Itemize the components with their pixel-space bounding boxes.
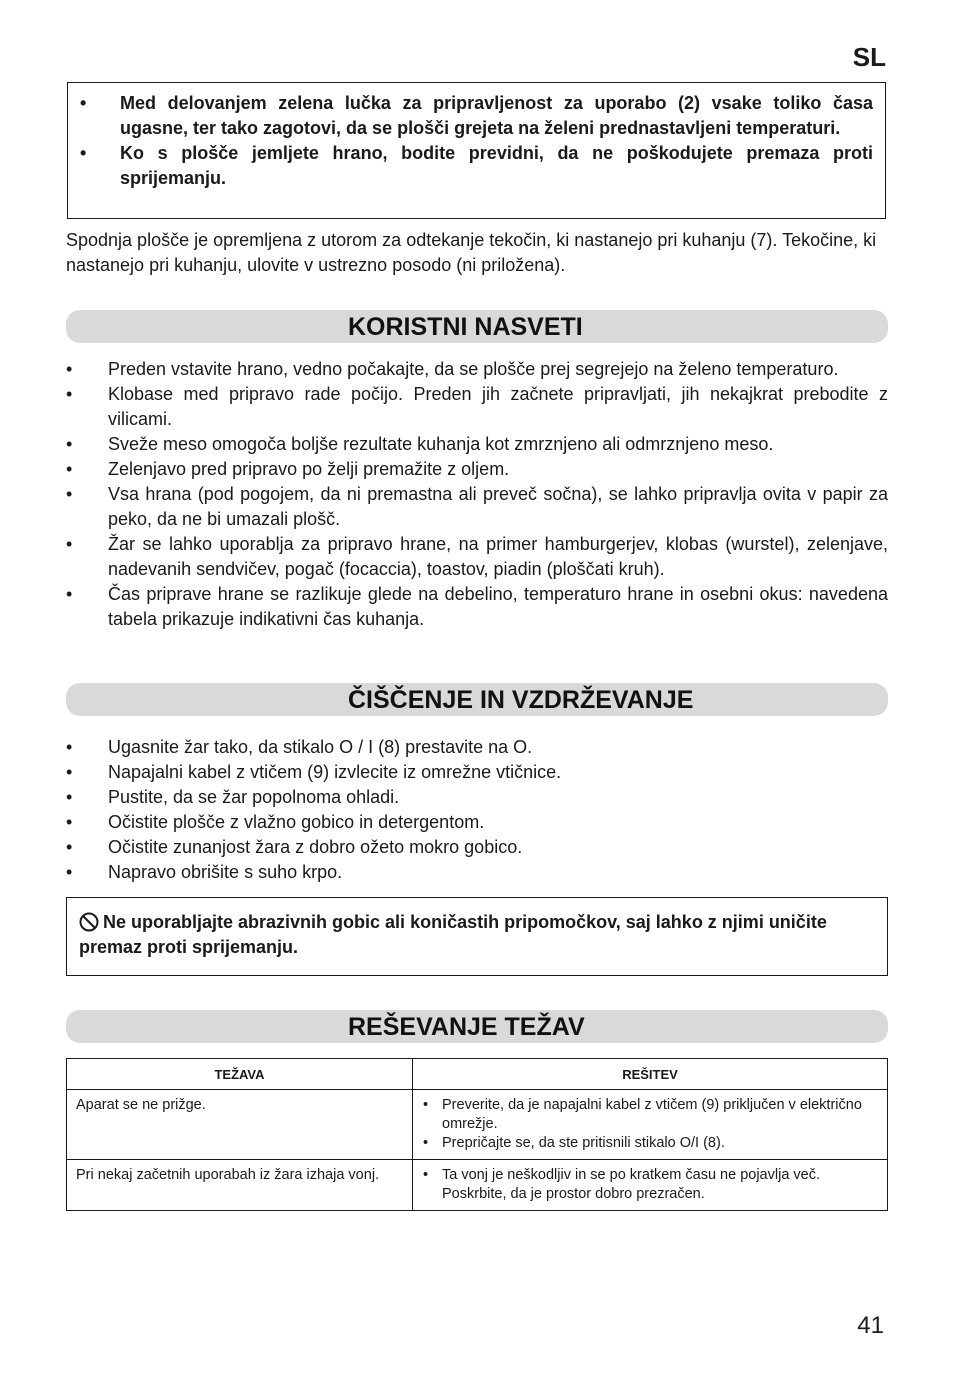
list-item-text: Ugasnite žar tako, da stikalo O / I (8) prestavite na O. <box>108 737 533 757</box>
list-item: • Preden vstavite hrano, vedno počakajte, da se plošče prej segrejejo na želeno temperaturo. <box>66 359 839 379</box>
list-item-text: Napajalni kabel z vtičem (9) izvlecite iz omrežne vtičnice. <box>108 762 562 782</box>
list-item-text: Vsa hrana (pod pogojem, da ni premastna ali preveč sočna), se lahko pripravlja ovita v papir za peko, da ne bi umazali plošč. <box>108 484 888 529</box>
list-item: • Zelenjavo pred pripravo po želji premažite z oljem. <box>66 459 510 479</box>
list-item: • Žar se lahko uporablja za pripravo hrane, na primer hamburgerjev, klobas (wurstel), zelenjave, nadevanih sendvičev, pogač (focaccia), toastov, piadin (ploščati kruh). <box>66 534 888 579</box>
list-item-text: Žar se lahko uporablja za pripravo hrane, na primer hamburgerjev, klobas (wurstel), zelenjave, nadevanih sendvičev, pogač (focaccia), toastov, piadin (ploščati kruh). <box>108 534 888 579</box>
solution-item: • Ta vonj je neškodljiv in se po kratkem času ne pojavlja več. Poskrbite, da je prostor dobro prezračen. <box>423 1167 820 1202</box>
list-item: • Sveže meso omogoča boljše rezultate kuhanja kot zmrznjeno ali odmrznjeno meso. <box>66 434 774 454</box>
prohibited-icon <box>79 912 99 932</box>
page-number: 41 <box>857 1312 884 1339</box>
warning-item-text: Ko s plošče jemljete hrano, bodite previdni, da ne poškodujete premaza proti sprijemanju. <box>120 143 873 188</box>
list-item-text: Napravo obrišite s suho krpo. <box>108 862 343 882</box>
list-item-text: Preden vstavite hrano, vedno počakajte, da se plošče prej segrejejo na želeno temperaturo. <box>108 359 839 379</box>
list-item: • Očistite plošče z vlažno gobico in detergentom. <box>66 812 485 832</box>
solution-cell <box>413 1160 888 1211</box>
list-item: • Vsa hrana (pod pogojem, da ni premastna ali preveč sočna), se lahko pripravlja ovita v papir za peko, da ne bi umazali plošč. <box>66 484 888 529</box>
solution-text: Prepričajte se, da ste pritisnili stikalo O/I (8). <box>442 1135 725 1151</box>
warning-item: • Ko s plošče jemljete hrano, bodite previdni, da ne poškodujete premaza proti sprijemanju. <box>80 143 873 188</box>
list-item: • Ugasnite žar tako, da stikalo O / I (8) prestavite na O. <box>66 737 533 757</box>
table-row <box>67 1160 888 1211</box>
column-header-problem: TEŽAVA <box>67 1059 413 1090</box>
solution-text: Ta vonj je neškodljiv in se po kratkem času ne pojavlja več. Poskrbite, da je prostor dobro prezračen. <box>442 1167 820 1202</box>
cleaning-list <box>66 735 888 885</box>
intro-paragraph: Spodnja plošče je opremljena z utorom za odtekanje tekočin, ki nastanejo pri kuhanju (7). Tekočine, ki nastanejo pri kuhanju, ulovite v ustrezno posodo (ni priložena). <box>66 230 877 275</box>
section-heading-tips <box>66 310 888 343</box>
problem-cell: Aparat se ne prižge. <box>67 1090 413 1160</box>
section-title: ČIŠČENJE IN VZDRŽEVANJE <box>348 686 694 714</box>
list-item-text: Sveže meso omogoča boljše rezultate kuhanja kot zmrznjeno ali odmrznjeno meso. <box>108 434 774 454</box>
list-item-text: Očistite plošče z vlažno gobico in detergentom. <box>108 812 485 832</box>
list-item: • Čas priprave hrane se razlikuje glede na debelino, temperaturo hrane in osebni okus: navedena tabela prikazuje indikativni čas kuhanja. <box>66 584 888 629</box>
list-item: • Napajalni kabel z vtičem (9) izvlecite iz omrežne vtičnice. <box>66 762 562 782</box>
table-row <box>67 1090 888 1160</box>
section-heading-troubleshooting <box>66 1010 888 1043</box>
solution-item: • Prepričajte se, da ste pritisnili stikalo O/I (8). <box>423 1135 725 1151</box>
caution-note-box <box>66 897 888 976</box>
list-item-text: Klobase med pripravo rade počijo. Preden jih začnete pripravljati, jih nekajkrat prebodite z vilicami. <box>108 384 888 429</box>
caution-note-text: Ne uporabljajte abrazivnih gobic ali koničastih pripomočkov, saj lahko z njimi uničite premaz proti sprijemanju. <box>79 912 827 957</box>
list-item-text: Zelenjavo pred pripravo po želji premažite z oljem. <box>108 459 510 479</box>
section-heading-cleaning <box>66 683 888 716</box>
problem-cell: Pri nekaj začetnih uporabah iz žara izhaja vonj. <box>67 1160 413 1211</box>
column-header-solution: REŠITEV <box>413 1059 888 1090</box>
solution-cell <box>413 1090 888 1160</box>
solution-item: • Preverite, da je napajalni kabel z vtičem (9) priključen v električno omrežje. <box>423 1097 862 1132</box>
section-title: KORISTNI NASVETI <box>348 313 583 341</box>
list-item-text: Čas priprave hrane se razlikuje glede na debelino, temperaturo hrane in osebni okus: navedena tabela prikazuje indikativni čas kuhanja. <box>108 584 888 629</box>
troubleshooting-table <box>66 1058 888 1211</box>
section-title: REŠEVANJE TEŽAV <box>348 1013 585 1041</box>
warning-item: • Med delovanjem zelena lučka za pripravljenost za uporabo (2) vsake toliko časa ugasne, ter tako zagotovi, da se plošči grejeta na želeni prednastavljeni temperaturi. <box>80 93 873 138</box>
list-item: • Klobase med pripravo rade počijo. Preden jih začnete pripravljati, jih nekajkrat prebodite z vilicami. <box>66 384 888 429</box>
language-code: SL <box>852 42 886 72</box>
list-item: • Napravo obrišite s suho krpo. <box>66 862 343 882</box>
list-item-text: Pustite, da se žar popolnoma ohladi. <box>108 787 400 807</box>
warning-box <box>67 82 886 219</box>
table-header-row <box>67 1059 888 1090</box>
warning-item-text: Med delovanjem zelena lučka za pripravljenost za uporabo (2) vsake toliko časa ugasne, ter tako zagotovi, da se plošči grejeta na želeni prednastavljeni temperaturi. <box>120 93 873 138</box>
solution-text: Preverite, da je napajalni kabel z vtičem (9) priključen v električno omrežje. <box>442 1097 862 1132</box>
list-item: • Očistite zunanjost žara z dobro ožeto mokro gobico. <box>66 837 523 857</box>
tips-list <box>66 357 888 632</box>
list-item: • Pustite, da se žar popolnoma ohladi. <box>66 787 400 807</box>
list-item-text: Očistite zunanjost žara z dobro ožeto mokro gobico. <box>108 837 523 857</box>
